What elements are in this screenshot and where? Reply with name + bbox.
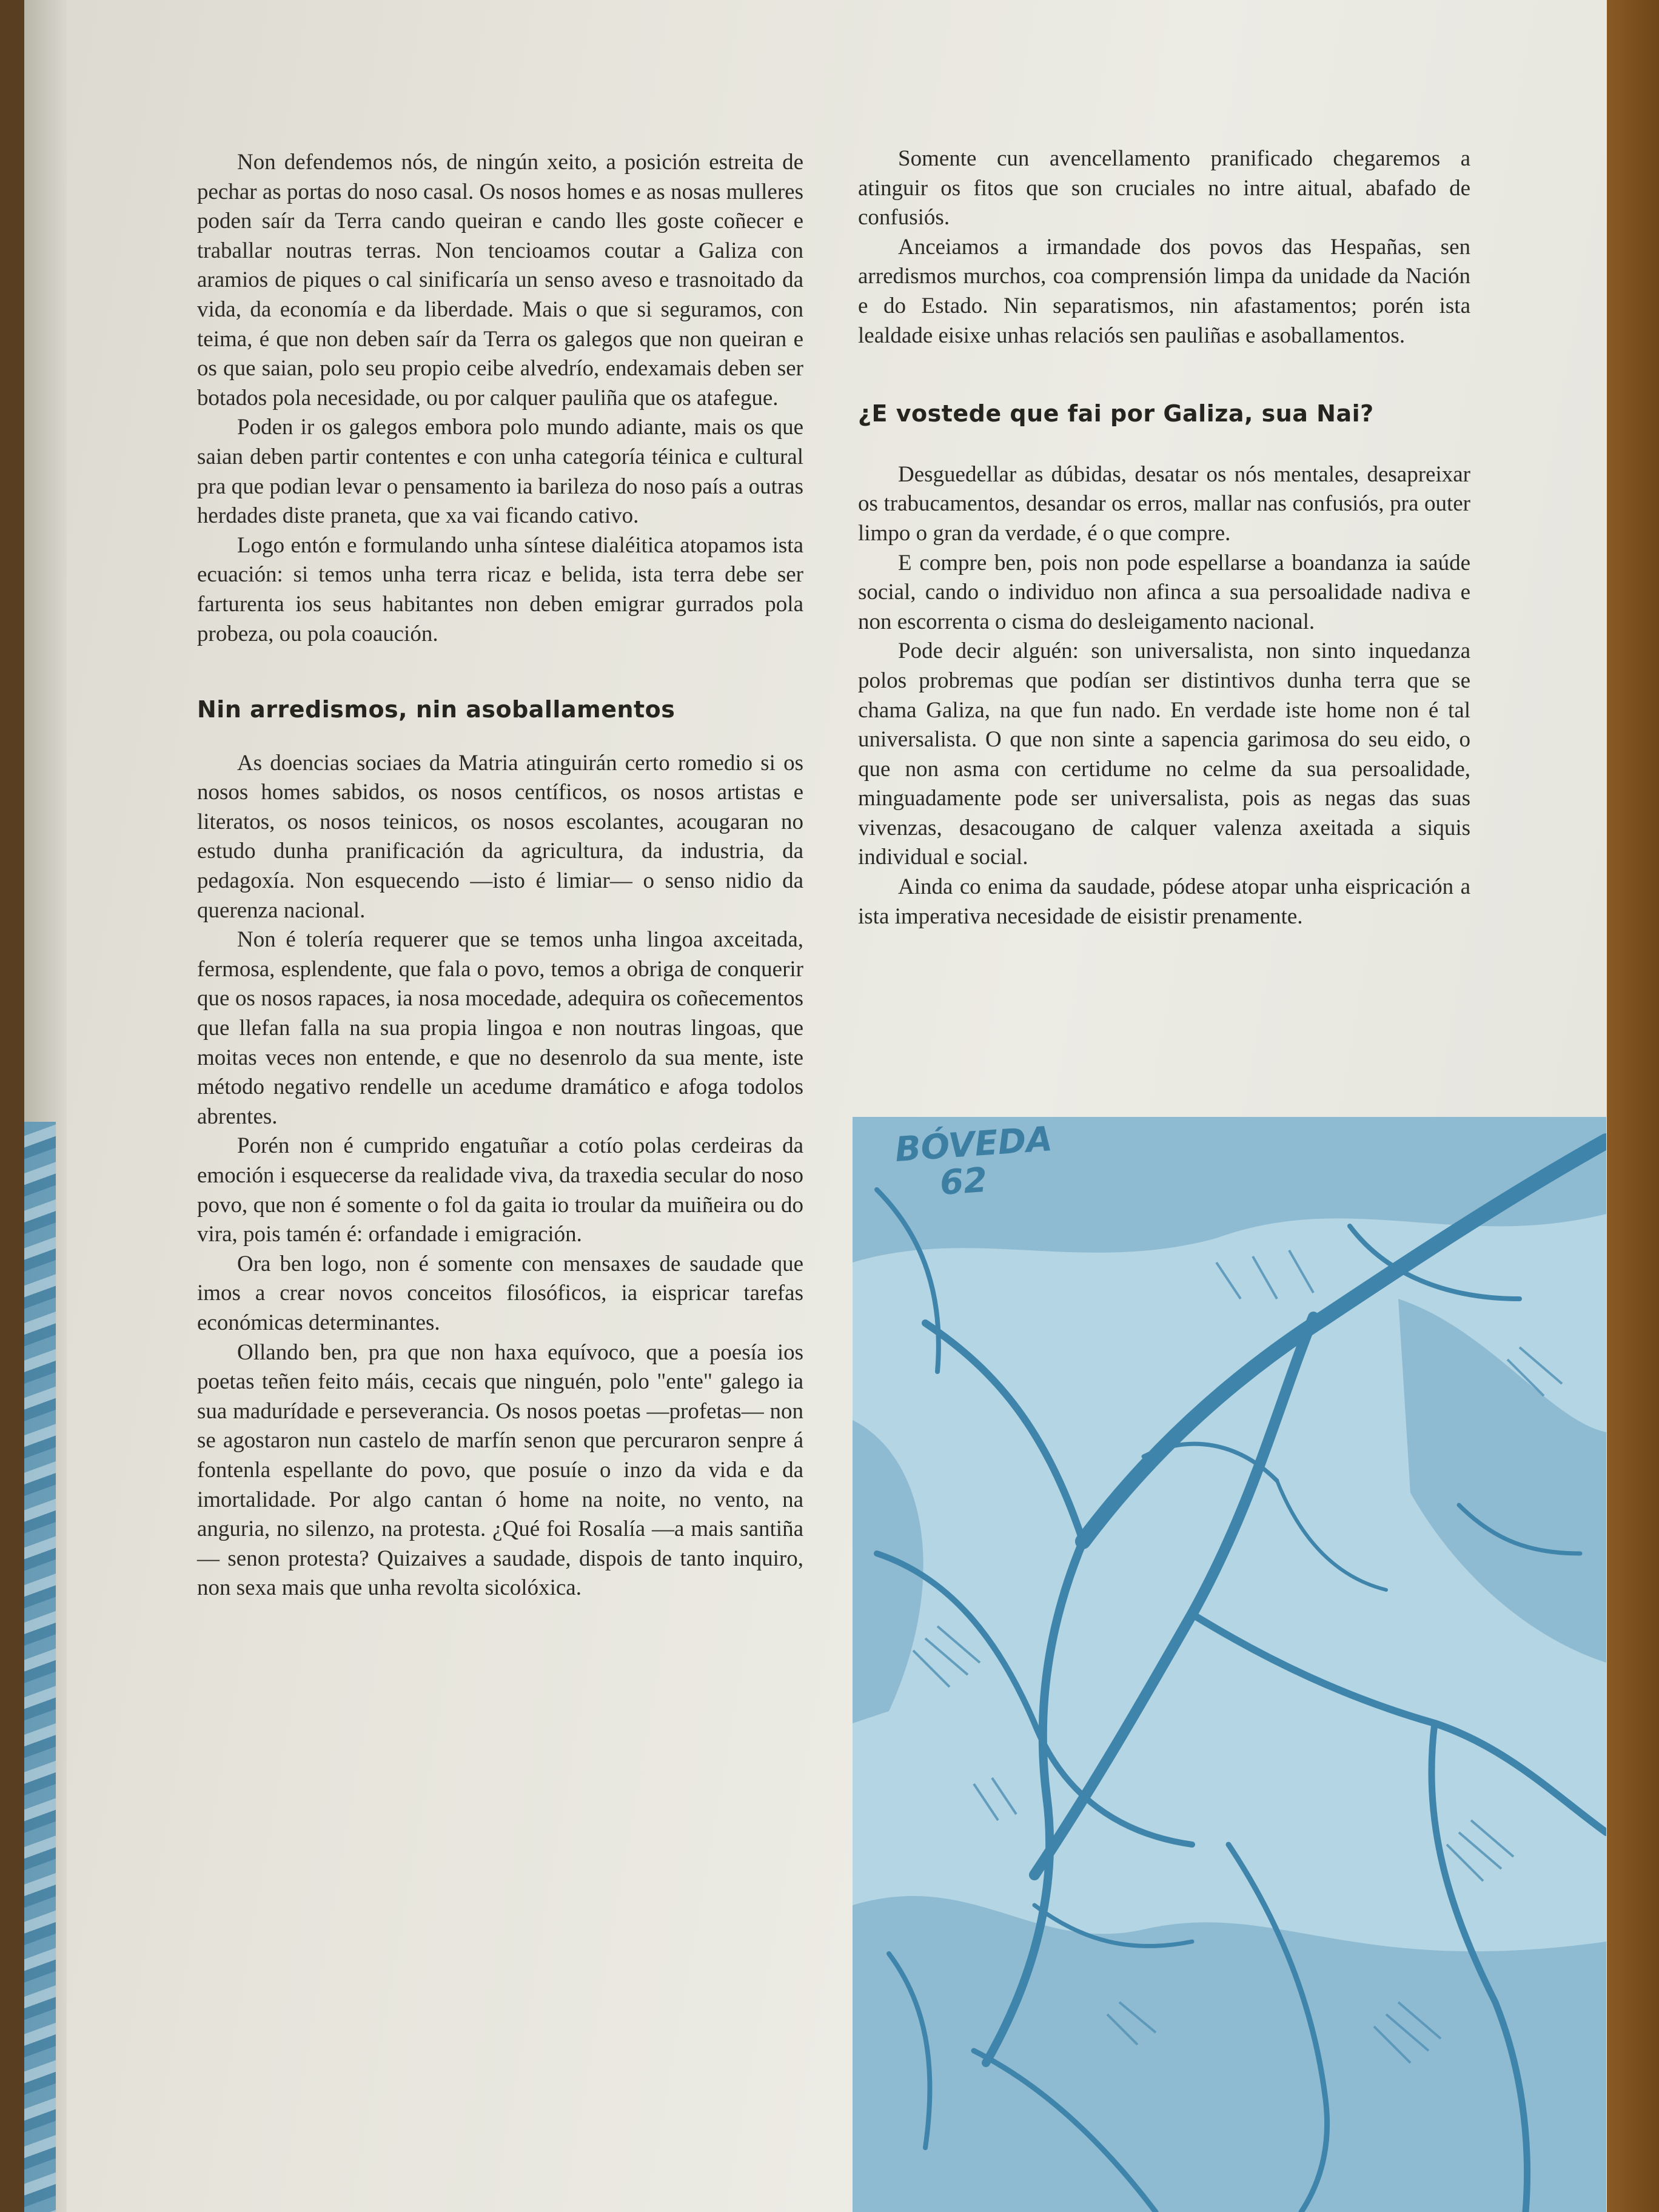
signature-name: BÓVEDA	[893, 1119, 1054, 1170]
section-heading: Nin arredismos, nin asoballamentos	[197, 696, 675, 723]
paragraph: Non defendemos nós, de ningún xeito, a posición estreita de pechar as portas do noso casal. Os nosos homes e as nosas mulleres poden saír da Terra cando queiran e cando lles goste coñecer e traballar noutras terras. Non tencioamos coutar a Galiza con aramios de piques o cal sinificaría un senso aveso e trasnoitado da vida, da economía e da liberdade. Mais o que si seguramos, con teima, é que non deben saír da Terra os galegos que non queiran e os que saian, polo seu propio ceibe alvedrío, endexamais deben ser botados pola necesidade, ou por calquer pauliña que os atafegue.	[197, 150, 803, 411]
section-heading: ¿E vostede que fai por Galiza, sua Nai?	[858, 400, 1374, 427]
paragraph: Somente cun avencellamento pranificado chegaremos a atinguir os fitos que son cruciales no intre aitual, abafado de confusiós.	[858, 146, 1470, 230]
book-cover-edge	[1607, 0, 1659, 2212]
paragraph: Anceiamos a irmandade dos povos das Hespañas, sen arredismos murchos, coa comprensión limpa da unidade da Nación e do Estado. Nin separatismos, nin afastamentos; porén ista lealdade eisixe unhas relaciós sen pauliñas e asoballamentos.	[858, 234, 1470, 348]
facing-page-art-edge	[24, 1122, 56, 2212]
paragraph: Logo entón e formulando unha síntese dialéitica atopamos ista ecuación: si temos unha terra ricaz e belida, ista terra debe ser farturenta ios seus habitantes non deben emigrar gurrados pola probeza, ou pola coaución.	[197, 532, 803, 646]
paragraph: Ainda co enima da saudade, pódese atopar unha eispricación a ista imperativa necesidade de eisistir prenamente.	[858, 874, 1470, 929]
book-page	[24, 0, 1607, 2212]
paragraph: Porén non é cumprido engatuñar a cotío polas cerdeiras da emoción i esquecerse da realidade viva, da traxedia secular do noso povo, que non é somente o fol da gaita io troular da muiñeira ou do vira, pois tamén é: orfandade i emigración.	[197, 1133, 803, 1247]
ink-illustration	[853, 1117, 1606, 2212]
paragraph: Ollando ben, pra que non haxa equívoco, que a poesía ios poetas teñen feito máis, cecais que ninguén, polo "ente" galego ia sua madurídade e perseverancia. Os nosos poetas —profetas— non se agostaron nun castelo de marfín senon que percuraron senpre á fontenla espellante do povo, que posuíe o inzo da vida e da imortalidade. Por algo cantan ó home na noite, no vento, na anguria, no silenzo, na protesta. ¿Qué foi Rosalía —a mais santiña— senon protesta? Quizaives a saudade, dispois de tanto inquiro, non sexa mais que unha revolta sicolóxica.	[197, 1339, 803, 1601]
illustration-drawing	[853, 1117, 1606, 2212]
paragraph: E compre ben, pois non pode espellarse a boandanza ia saúde social, cando o individuo non afinca a sua persoalidade nadiva e non escorrenta o cisma do desleigamento nacional.	[858, 550, 1470, 634]
paragraph: Desguedellar as dúbidas, desatar os nós mentales, desapreixar os trabucamentos, desandar os erros, mallar nas confusiós, pra outer limpo o gran da verdade, é o que compre.	[858, 461, 1470, 546]
left-column	[197, 148, 803, 1603]
right-column	[858, 144, 1470, 931]
paragraph: Pode decir alguén: son universalista, non sinto inquedanza polos probremas que podían ser distintivos dunha terra que se chama Galiza, na que fun nado. En verdade iste home non é tal universalista. O que non sinte a sapencia garimosa do seu eido, o que non asma con certidume no celme da sua persoalidade, minguadamente pode ser universalista, pois as negas das suas vivenzas, desacougano de calquer valenza axeitada a siquis individual e social.	[858, 638, 1470, 870]
signature-year: 62	[938, 1160, 989, 1204]
paragraph: As doencias sociaes da Matria atinguirán certo romedio si os nosos homes sabidos, os nosos centíficos, os nosos artistas e literatos, os nosos teinicos, os nosos escolantes, acougaran no estudo dunha pranificación da agricultura, da industria, da pedagoxía. Non esquecendo —isto é limiar— o senso nidio da querenza nacional.	[197, 750, 803, 923]
paragraph: Poden ir os galegos embora polo mundo adiante, mais os que saian deben partir contentes e con unha categoría téinica e cultural pra que podian levar o pensamento ia barileza do noso país a outras herdades diste praneta, que xa vai ficando cativo.	[197, 415, 803, 529]
paragraph: Ora ben logo, non é somente con mensaxes de saudade que imos a crear novos conceitos filosóficos, ia eispricar tarefas económicas determinantes.	[197, 1251, 803, 1335]
artist-signature	[894, 1121, 1056, 1205]
paragraph: Non é tolería requerer que se temos unha lingoa axceitada, fermosa, esplendente, que fala o povo, temos a obriga de conquerir que os nosos rapaces, ia nosa mocedade, adequira os coñecementos que llefan falla na sua propia lingoa e non noutras lingoas, que moitas veces non entende, e que no desenrolo da sua mente, iste método negativo rendelle un acedume dramático e afoga todolos abrentes.	[197, 927, 803, 1129]
